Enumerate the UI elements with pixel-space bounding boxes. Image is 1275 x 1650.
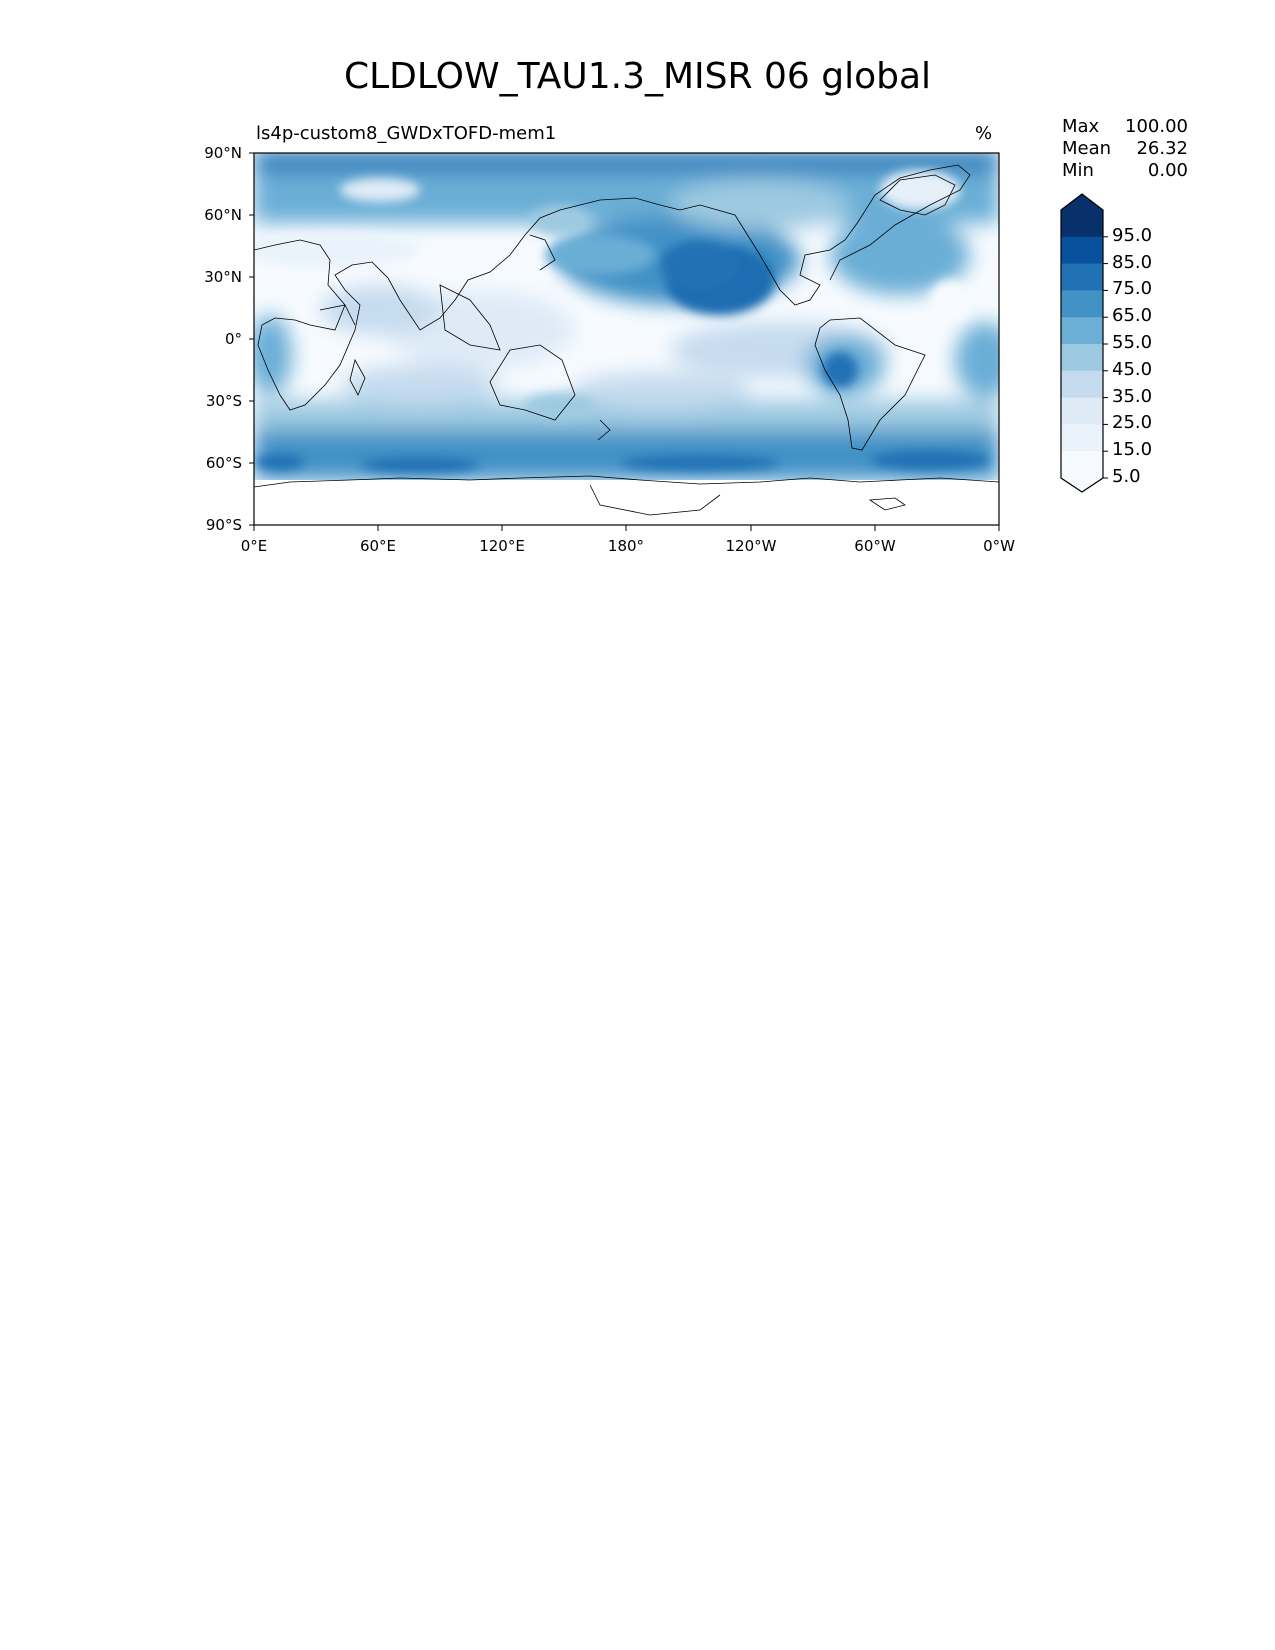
chart-subtitle: ls4p-custom8_GWDxTOFD-mem1 (256, 123, 557, 144)
stats-min-label: Min (1062, 160, 1094, 181)
lon-tick-label: 180° (607, 537, 645, 555)
colorbar-segment (1061, 237, 1103, 264)
colorbar-tick-label: 25.0 (1112, 412, 1153, 434)
lat-tick-label: 90°N (204, 144, 242, 162)
lon-axis (241, 525, 1015, 555)
colorbar-segment (1061, 264, 1103, 291)
colorbar-tick-label: 75.0 (1112, 278, 1153, 300)
colorbar-segment (1061, 371, 1103, 398)
lat-tick-label: 60°N (204, 206, 242, 224)
stats-min-value: 0.00 (1147, 160, 1188, 181)
lat-tick-label: 60°S (205, 454, 242, 472)
lat-tick-label: 30°N (204, 268, 242, 286)
colorbar-segment (1061, 344, 1103, 371)
units-label: % (975, 123, 993, 144)
colorbar-segment (1061, 451, 1103, 478)
stats-mean-label: Mean (1062, 138, 1112, 159)
colorbar-extend-min (1061, 478, 1103, 492)
antarctica-mask (254, 480, 999, 530)
colorbar-tick-label: 15.0 (1112, 439, 1153, 461)
stats-mean-value: 26.32 (1136, 138, 1188, 159)
chart-title: CLDLOW_TAU1.3_MISR 06 global (343, 56, 932, 97)
colorbar-tick-label: 45.0 (1112, 358, 1153, 380)
colorbar-segment (1061, 424, 1103, 451)
colorbar-segment (1061, 317, 1103, 344)
map-panel (0, 0, 1275, 600)
lon-tick-label: 60°W (854, 537, 896, 555)
colorbar-segment (1061, 210, 1103, 237)
lon-tick-label: 120°W (725, 537, 777, 555)
colorbar-segments (1061, 194, 1103, 492)
colorbar-tick-label: 55.0 (1112, 332, 1153, 353)
lon-tick-label: 120°E (479, 537, 525, 555)
lon-tick-label: 0°E (240, 537, 268, 555)
cloud-fraction-field (240, 150, 1015, 530)
lat-tick-label: 90°S (205, 516, 242, 534)
lat-tick-label: 30°S (205, 392, 242, 410)
lat-axis (204, 144, 254, 534)
lon-tick-label: 0°W (983, 537, 1015, 555)
colorbar-extend-max (1061, 194, 1103, 210)
colorbar-ticks (1103, 237, 1108, 478)
stats-max-value: 100.00 (1125, 116, 1188, 137)
lat-tick-label: 0° (224, 330, 242, 348)
colorbar-tick-label: 35.0 (1112, 385, 1153, 407)
colorbar-segment (1061, 398, 1103, 425)
colorbar-tick-label: 95.0 (1112, 224, 1153, 246)
stats-max-label: Max (1062, 116, 1100, 137)
colorbar (1061, 194, 1108, 492)
colorbar-tick-label: 65.0 (1112, 305, 1153, 327)
lon-tick-label: 60°E (359, 537, 397, 555)
colorbar-tick-label: 5.0 (1112, 466, 1141, 487)
colorbar-tick-label: 85.0 (1112, 251, 1153, 273)
colorbar-segment (1061, 290, 1103, 317)
